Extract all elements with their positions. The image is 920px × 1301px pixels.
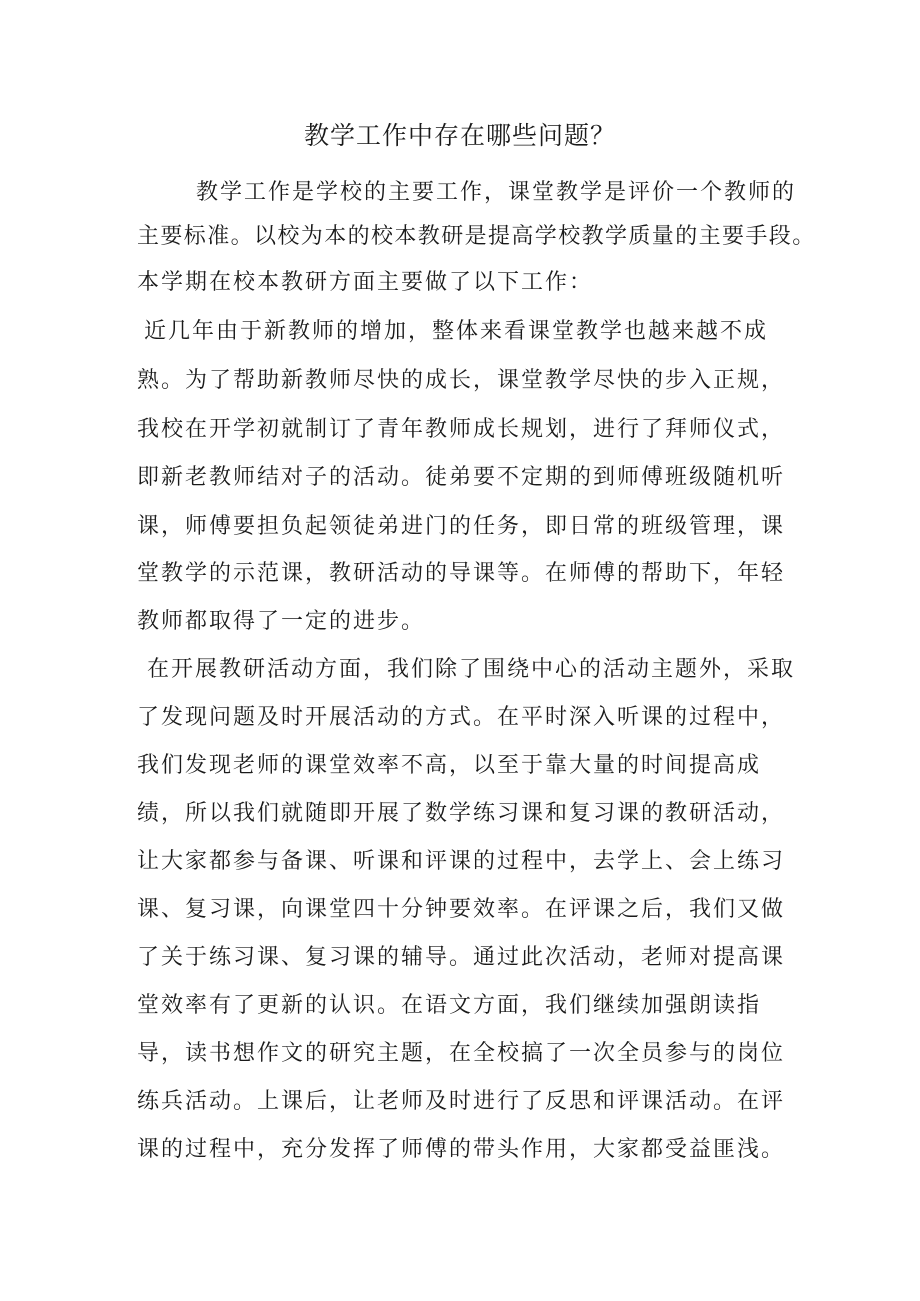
paragraph-2-line-7: 教师都取得了一定的进步。 (137, 609, 426, 634)
paragraph-3-line-7: 了关于练习课、复习课的辅导。通过此次活动，老师对提高课 (137, 945, 786, 970)
paragraph-3-line-10: 练兵活动。上课后，让老师及时进行了反思和评课活动。在评 (137, 1089, 786, 1114)
paragraph-1-line-1: 教学工作是学校的主要工作，课堂教学是评价一个教师的 (196, 180, 797, 205)
page-title: 教学工作中存在哪些问题？ (303, 121, 616, 150)
paragraph-3-line-1: 在开展教研活动方面，我们除了围绕中心的活动主题外，采取 (147, 657, 796, 682)
paragraph-3-line-8: 堂效率有了更新的认识。在语文方面，我们继续加强朗读指 (137, 993, 762, 1018)
paragraph-3-line-2: 了发现问题及时开展活动的方式。在平时深入听课的过程中， (137, 705, 786, 730)
paragraph-3-line-9: 导，读书想作文的研究主题，在全校搞了一次全员参与的岗位 (137, 1041, 786, 1066)
paragraph-2-line-4: 即新老教师结对子的活动。徒弟要不定期的到师傅班级随机听 (137, 465, 786, 490)
paragraph-2-line-2: 熟。为了帮助新教师尽快的成长，课堂教学尽快的步入正规， (137, 368, 786, 393)
paragraph-3-line-4: 绩，所以我们就随即开展了数学练习课和复习课的教研活动， (137, 801, 786, 826)
paragraph-2-line-5: 课，师傅要担负起领徒弟进门的任务，即日常的班级管理，课 (137, 514, 786, 539)
paragraph-3-line-6: 课、复习课，向课堂四十分钟要效率。在评课之后，我们又做 (137, 897, 786, 922)
paragraph-3-line-5: 让大家都参与备课、听课和评课的过程中，去学上、会上练习 (137, 849, 786, 874)
paragraph-3-line-11: 课的过程中，充分发挥了师傅的带头作用，大家都受益匪浅。 (137, 1137, 786, 1162)
paragraph-1-line-3: 本学期在校本教研方面主要做了以下工作： (137, 270, 594, 295)
paragraph-1-line-2: 主要标准。以校为本的校本教研是提高学校教学质量的主要手段。 (137, 224, 816, 249)
paragraph-2-line-3: 我校在开学初就制订了青年教师成长规划，进行了拜师仪式， (137, 417, 786, 442)
paragraph-2-line-6: 堂教学的示范课，教研活动的导课等。在师傅的帮助下，年轻 (137, 561, 786, 586)
paragraph-2-line-1: 近几年由于新教师的增加，整体来看课堂教学也越来越不成 (144, 319, 769, 344)
paragraph-3-line-3: 我们发现老师的课堂效率不高，以至于靠大量的时间提高成 (137, 753, 762, 778)
